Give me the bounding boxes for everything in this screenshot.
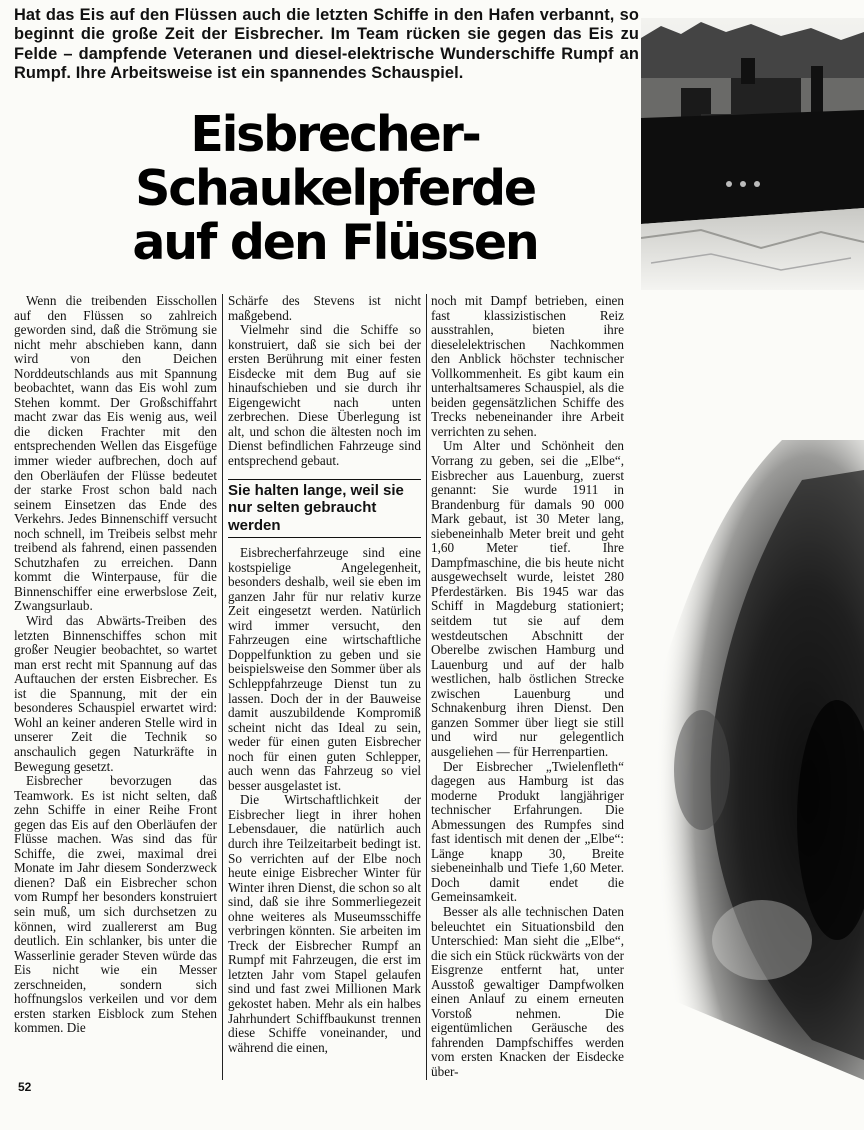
subheading: Sie halten lange, weil sie nur selten gebraucht werden <box>228 479 421 539</box>
headline-line-3: auf den Flüssen <box>132 214 538 271</box>
paragraph: Vielmehr sind die Schiffe so konstruiert, daß sie sich bei der ersten Berührung mit einer festen Eisdecke mit dem Bug auf sie hinaufschieben und sie durch ihr Eigengewicht nach unten zerbrechen. Diese Überlegung ist alt, und schon die ältesten noch im Dienst befindlichen Fahrzeuge sind entsprechend gebaut. <box>228 322 421 469</box>
column-rule-2 <box>426 294 427 1080</box>
paragraph: noch mit Dampf betrieben, einen fast klassizistischen Reiz ausstrahlen, bieten ihre dieselelektrischen Nachkommen den Anblick höchster technischer Vollkommenheit. Es gibt kaum ein unterhaltsameres Schauspiel, als die beiden gegensätzlichen Schiffe des Trecks nebeneinander ihre Arbeit verrichten zu sehen. <box>431 293 624 439</box>
paragraph: Eisbrecher bevorzugen das Teamwork. Es ist nicht selten, daß zehn Schiffe in einer Reihe Front gegen das Eis auf den Oberläufen der Flüsse machen. Was sind das für Schiffe, die zwei, maximal drei Monate im Jahr diesem Sonderzweck dienen? Daß ein Eisbrecher schon vom Rumpf her besonders konstruiert sein muß, um sich durchsetzen zu können, wird zuallererst am Bug deutlich. Ein schlanker, bis unter die Wasserlinie gerader Steven würde das Eis nicht wie ein Messer zerschneiden, sondern sich hoffnungslos verkeilen und vor dem ersten starken Eisblock zum Stehen kommen. Die <box>14 773 217 1036</box>
headline-line-2: Schaukelpferde <box>135 160 535 217</box>
article-column-1 <box>14 294 217 1036</box>
headline-line-1: Eisbrecher- <box>190 106 480 163</box>
paragraph: Wenn die treibenden Eisschollen auf den Flüssen so zahlreich geworden sind, daß die Strömung sie nicht mehr abschieben kann, dann wird von den Deichen Norddeutschlands aus mit Spannung beobachtet, wann das Eis wohl zum Stehen kommt. Der Großschiffahrt macht zwar das Eis wenig aus, weil die dicken Frachter mit den entsprechenden Wellen das Eisgefüge immer wieder aufbrechen, doch auf den Oberläufen der Flüsse bedeutet der starke Frost schon bald nach seinem Einsetzen das Ende des Verkehrs. Jedes Binnenschiff versucht noch schnell, im Treibeis selbst mehr treibend als fahrend, einen passenden Schutzhafen zu erreichen. Dann kommt die Winterpause, für die Binnenschiffer eine erwerbslose Zeit, Zwangsurlaub. <box>14 293 217 614</box>
paragraph: Schärfe des Stevens ist nicht maßgebend. <box>228 293 421 323</box>
paragraph: Besser als alle technischen Daten beleuchtet ein Situationsbild den Unterschied: Man sieht die „Elbe“, die sich ein Stück rückwärts von der Eisgrenze entfernt hat, unter Ausstoß gewaltiger Dampfwolken einen Anlauf zu einem erneuten Vorstoß nehmen. Die eigentümlichen Geräusche des fahrenden Dampfschiffes werden vom ersten Knacken der Eisdecke über- <box>431 903 624 1079</box>
article-column-3 <box>431 294 624 1080</box>
paragraph: Um Alter und Schönheit den Vorrang zu geben, sei die „Elbe“, Eisbrecher aus Lauenburg, zuerst genannt: Sie wurde 1911 in Brandenburg für damals 90 000 Mark gebaut, ist 30 Meter lang, siebeneinhalb Meter breit und geht 1,60 Meter tief. Ihre Dampfmaschine, die bis heute nicht ausgewechselt wurde, leistet 280 Pferdestärken. Bis 1945 war das Schiff in Magdeburg stationiert; seitdem tut sie auf dem westdeutschen Abschnitt der Oberelbe zwischen Hamburg und Lauenburg und auf der halb westlichen, halb östlichen Strecke zwischen Lauenburg und Schnakenburg ihren Dienst. Den ganzen Sommer über liegt sie still und wird nur gelegentlich ausgeliehen — für Herrenpartien. <box>431 438 624 759</box>
lead-paragraph: Hat das Eis auf den Flüssen auch die letzten Schiffe in den Hafen verbannt, so beginnt die große Zeit der Eisbrecher. Im Team rücken sie gegen das Eis zu Felde – dampfende Veteranen und diesel-elektrische Wunderschiffe Rumpf an Rumpf. Ihre Arbeitsweise ist ein spannendes Schauspiel. <box>14 6 639 83</box>
icebreaker-ship-photo <box>641 18 864 290</box>
paragraph: Eisbrecherfahrzeuge sind eine kostspielige Angelegenheit, besonders deshalb, weil sie eben im ganzen Jahr für nur relativ kurze Zeit eingesetzt werden. Natürlich wird immer versucht, den Fahrzeugen eine wirtschaftliche Doppelfunktion zu geben und sie beispielsweise den Sommer über als Schleppfahrzeuge Dienst tun zu lassen. Doch der in der Bauweise damit auszubildende Kompromiß scheint nicht das Ideal zu sein, weder für einen guten Eisbrecher noch für einen guten Schlepper, auch wenn das Fahrzeug so viel besser ausgelastet ist. <box>228 545 421 793</box>
headline <box>100 108 570 270</box>
paragraph: Wird das Abwärts-Treiben des letzten Binnenschiffes schon mit großer Neugier beobachtet, so wartet man erst recht mit Spannung auf das Auftauchen der ersten Eisbrecher. Es ist die Spannung, mit der ein besonderes Schauspiel erwartet wird: Wohl an keiner anderen Stelle wird in unserer Zeit die Technik so anschaulich gegen Naturkräfte in Bewegung gesetzt. <box>14 613 217 774</box>
paragraph: Die Wirtschaftlichkeit der Eisbrecher liegt in ihrer hohen Lebensdauer, die natürlich auch durch ihre Teilzeitarbeit bedingt ist. So verrichten auf der Elbe noch heute einige Eisbrecher Winter für Winter ihren Dienst, die schon so alt sind, daß sie ihre Sommerliegezeit ohne weiteres als Museumsschiffe verbringen könnten. Sie arbeiten im Treck der Eisbrecher Rumpf an Rumpf mit Fahrzeugen, die erst im letzten Jahr vom Stapel gelaufen sind und fast zwei Millionen Mark gekostet haben. Mehr als ein halbes Jahrhundert Schiffbaukunst trennen diese Schiffe voneinander, und während die einen, <box>228 792 421 1055</box>
article-column-2 <box>228 294 421 1055</box>
paragraph: Der Eisbrecher „Twielenfleth“ dagegen aus Hamburg ist das moderne Produkt langjähriger technischer Erfahrungen. Die Abmessungen des Rumpfes sind fast identisch mit denen der „Elbe“: Länge knapp 30, Breite siebeneinhalb und Tiefe 1,60 Meter. Doch damit endet die Gemeinsamkeit. <box>431 758 624 905</box>
page-number: 52 <box>18 1080 32 1094</box>
column-rule-1 <box>222 294 223 1080</box>
steam-cloud-photo <box>632 440 864 1080</box>
